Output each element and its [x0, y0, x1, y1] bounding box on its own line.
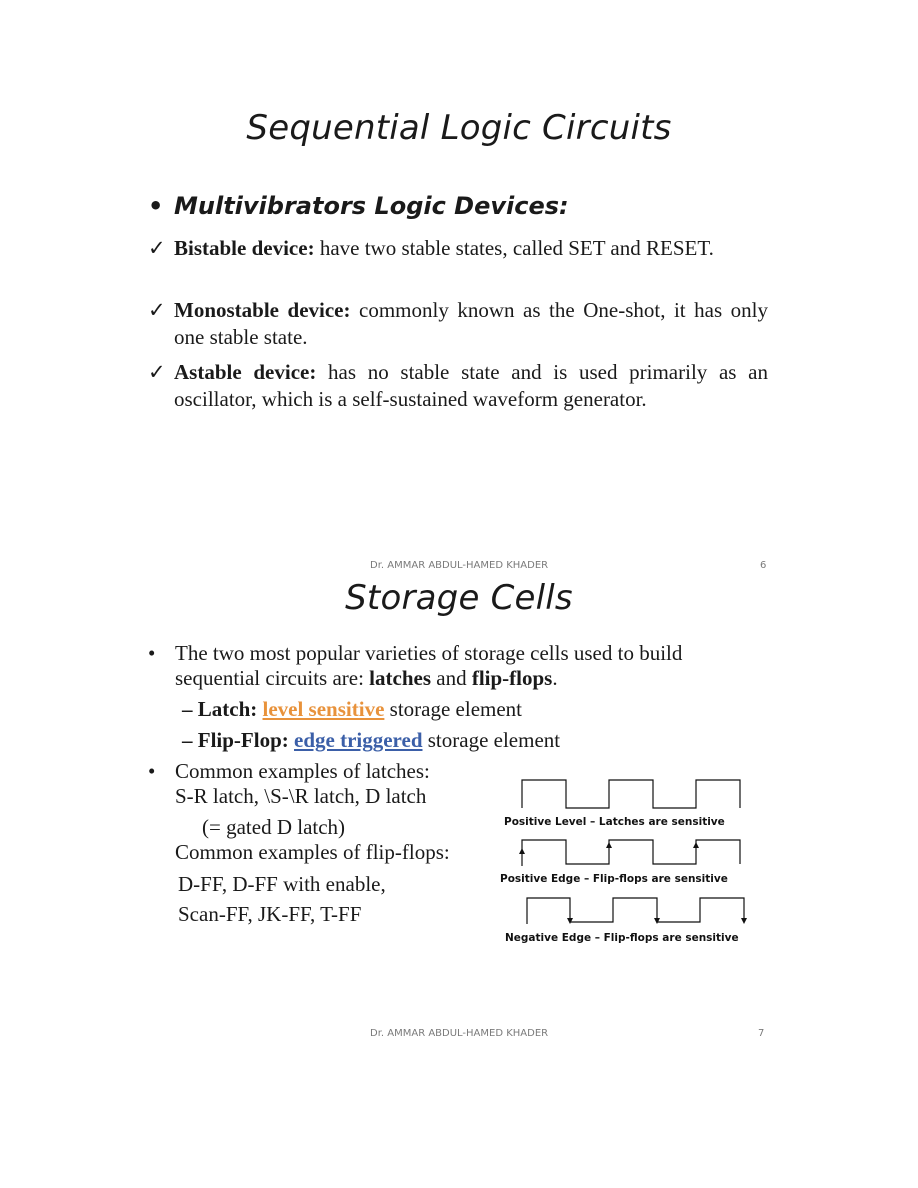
- bullet-dot: •: [148, 759, 156, 783]
- dash: –: [182, 728, 193, 752]
- flipflop-line: [182, 728, 560, 753]
- bistable-item: [148, 235, 768, 262]
- check-mark-icon: ✓: [148, 298, 166, 322]
- slide1-footer-author: Dr. AMMAR ABDUL-HAMED KHADER: [370, 560, 549, 571]
- monostable-item: [148, 297, 768, 351]
- latch-line: [182, 697, 522, 722]
- item-desc: have two stable states, called SET and RESET.: [314, 236, 714, 260]
- examples-line-4: D-FF, D-FF with enable,: [178, 872, 386, 896]
- ff-label: Flip-Flop:: [197, 728, 289, 752]
- examples-line-2: (= gated D latch): [202, 815, 346, 839]
- intro-and: and: [431, 666, 472, 690]
- caption-positive-level: Positive Level – Latches are sensitive: [504, 816, 725, 828]
- negative-edge-waveform: [515, 890, 755, 930]
- item-term: Bistable device:: [174, 236, 315, 260]
- examples-line-5: Scan-FF, JK-FF, T-FF: [178, 902, 362, 926]
- latch-highlight: level sensitive: [262, 697, 385, 721]
- slide2-title: Storage Cells: [345, 578, 573, 618]
- clock-wave: [522, 840, 740, 866]
- check-mark-icon: ✓: [148, 360, 166, 384]
- clock-wave: [522, 780, 740, 808]
- examples-line-3: Common examples of flip-flops:: [175, 840, 450, 864]
- bullet-dot: •: [148, 192, 164, 220]
- intro-end: .: [552, 666, 558, 690]
- intro-line-1: The two most popular varieties of storage cells used to build: [175, 641, 683, 665]
- clock-wave: [527, 898, 744, 924]
- caption-positive-edge: Positive Edge – Flip-flops are sensitive: [500, 873, 728, 885]
- intro-flipflops: flip-flops: [471, 666, 553, 690]
- item-term: Astable device:: [174, 360, 317, 384]
- slide1-page-number: 6: [760, 560, 767, 571]
- falling-edge-arrow-icon: [567, 918, 747, 924]
- slide2-page-number: 7: [758, 1028, 765, 1039]
- intro-latches: latches: [369, 666, 431, 690]
- caption-negative-edge: Negative Edge – Flip-flops are sensitive: [505, 932, 739, 944]
- bullet-dot: •: [148, 641, 156, 665]
- intro-pre: sequential circuits are:: [175, 666, 370, 690]
- heading-text: Multivibrators Logic Devices:: [174, 192, 569, 220]
- slide2-footer-author: Dr. AMMAR ABDUL-HAMED KHADER: [370, 1028, 549, 1039]
- latch-rest: storage element: [384, 697, 522, 721]
- dash: –: [182, 697, 193, 721]
- intro-line-2: [175, 666, 558, 691]
- slide1-title: Sequential Logic Circuits: [246, 108, 672, 148]
- examples-line-1: S-R latch, \S-\R latch, D latch: [175, 784, 427, 808]
- item-desc: commonly known as the One-shot, it has only one stable state.: [174, 298, 768, 349]
- examples-line-0: Common examples of latches:: [175, 759, 430, 783]
- multivibrators-heading: [148, 192, 569, 220]
- ff-rest: storage element: [422, 728, 561, 752]
- item-term: Monostable device:: [174, 298, 351, 322]
- item-desc: has no stable state and is used primarily as an oscillator, which is a self-sustained waveform generator.: [174, 360, 768, 411]
- positive-level-waveform: [515, 772, 755, 812]
- astable-item: [148, 359, 768, 413]
- check-mark-icon: ✓: [148, 236, 166, 260]
- latch-label: Latch:: [197, 697, 258, 721]
- ff-highlight: edge triggered: [294, 728, 423, 752]
- positive-edge-waveform: [515, 830, 755, 870]
